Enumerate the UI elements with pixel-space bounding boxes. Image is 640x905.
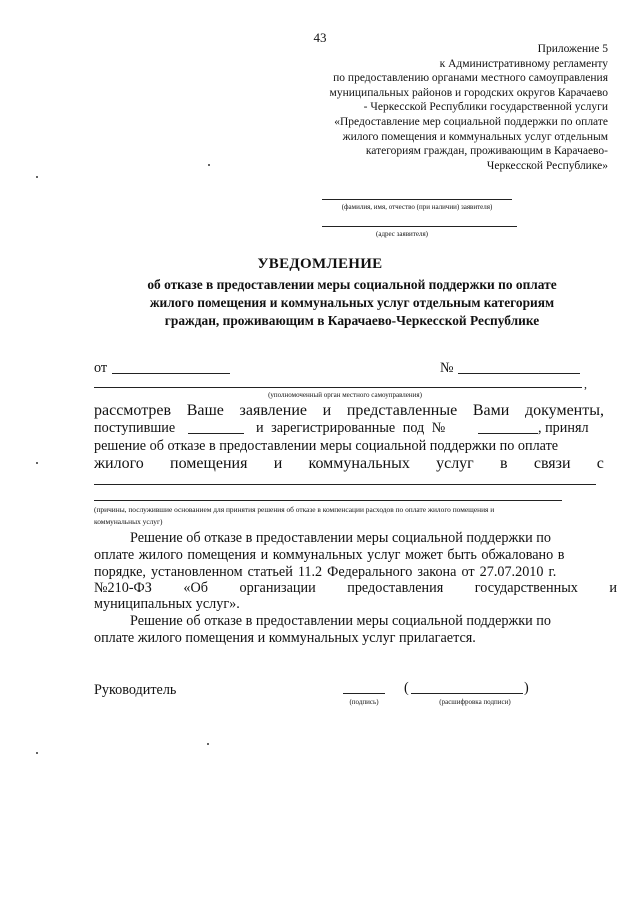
signature-line (343, 693, 385, 694)
page-number: 43 (313, 30, 327, 45)
appendix-line: - Черкесской Республики государственной услуги (363, 101, 608, 114)
head-label: Руководитель (94, 682, 177, 698)
scan-speck (207, 743, 209, 745)
received-date-line (188, 433, 244, 434)
body-line-1 (94, 402, 604, 420)
from-date-line (112, 373, 230, 374)
scan-speck (36, 176, 38, 178)
number-label: № (440, 360, 454, 376)
appendix-line: «Предоставление мер социальной поддержки по оплате (334, 115, 608, 128)
body-line-2-a: поступившие (94, 420, 176, 436)
appeal-line-2: оплате жилого помещения и коммунальных услуг может быть обжаловано в (94, 547, 565, 563)
reasons-caption-2: коммунальных услуг) (94, 517, 163, 526)
appendix-header (278, 42, 608, 173)
appendix-line: жилого помещения и коммунальных услуг отдельным (342, 130, 608, 143)
appeal-line-1: Решение об отказе в предоставлении меры социальной поддержки по (130, 530, 551, 546)
applicant-name-caption: (фамилия, имя, отчество (при наличии) заявителя) (341, 203, 493, 211)
appeal-line-4: №210-ФЗ «Об организации предоставления государственных и (94, 580, 617, 596)
word: представленные (346, 402, 458, 419)
authority-caption: (уполномоченный орган местного самоуправления) (268, 391, 422, 399)
word: заявление (239, 402, 307, 419)
reasons-line-1 (94, 484, 596, 485)
word: и (322, 402, 332, 419)
appeal-line-3: порядке, установленном статьей 11.2 Федерального закона от 27.07.2010 г. (94, 564, 557, 580)
number-line (458, 373, 580, 374)
word: и (273, 455, 283, 472)
scan-speck (208, 164, 210, 166)
word: в (500, 455, 508, 472)
appendix-line: по предоставлению органами местного самоуправления (333, 72, 608, 85)
paren-open: ( (404, 680, 409, 696)
reasons-line-2 (94, 500, 562, 501)
appendix-line: к Административному регламенту (439, 57, 608, 70)
appendix-line: Черкесской Республике» (486, 159, 608, 172)
word: документы, (524, 402, 604, 419)
word: Вами (472, 402, 510, 419)
authority-line (94, 387, 582, 388)
scan-speck (36, 462, 38, 464)
appendix-line: категориям граждан, проживающим в Карачаево- (365, 145, 608, 158)
reasons-caption-1: (причины, послужившие основанием для принятия решения об отказе в компенсации расходов по оплате жилого помещения и (94, 505, 495, 514)
body-line-2-c: , принял (538, 420, 589, 436)
word: Ваше (186, 402, 224, 419)
registration-number-line (478, 433, 538, 434)
word: помещения (170, 455, 248, 472)
document-title: УВЕДОМЛЕНИЕ (257, 256, 383, 272)
comma: , (584, 377, 587, 391)
body-line-3: решение об отказе в предоставлении меры социальной поддержки по оплате (94, 438, 559, 454)
applicant-name-line (322, 199, 512, 200)
appendix-line: муниципальных районов и городских округов Карачаево (329, 86, 608, 99)
scan-speck (36, 752, 38, 754)
body-line-4 (94, 455, 604, 473)
body-line-2-b: и зарегистрированные под № (256, 420, 446, 436)
word: коммунальных (308, 455, 410, 472)
word: рассмотрев (94, 402, 172, 419)
attached-line-2: оплате жилого помещения и коммунальных услуг прилагается. (94, 630, 476, 646)
word: с (596, 455, 604, 472)
subtitle-line: об отказе в предоставлении меры социальной поддержки по оплате (147, 277, 557, 292)
from-label: от (94, 360, 108, 376)
word: жилого (94, 455, 144, 472)
applicant-address-caption: (адрес заявителя) (376, 230, 428, 238)
decoding-caption: (расшифровка подписи) (439, 698, 511, 706)
signature-caption: (подпись) (349, 698, 379, 706)
appeal-line-5: муниципальных услуг». (94, 596, 240, 612)
paren-close: ) (524, 680, 529, 696)
word: связи (533, 455, 571, 472)
appendix-line: Приложение 5 (537, 43, 608, 55)
subtitle-line: граждан, проживающим в Карачаево-Черкесской Республике (164, 313, 540, 328)
subtitle-line: жилого помещения и коммунальных услуг отдельным категориям (149, 295, 555, 310)
applicant-address-line (322, 226, 517, 227)
decoding-line (411, 693, 523, 694)
word: услуг (436, 455, 474, 472)
document-subtitle (92, 276, 612, 330)
attached-line-1: Решение об отказе в предоставлении меры социальной поддержки по (130, 613, 551, 629)
